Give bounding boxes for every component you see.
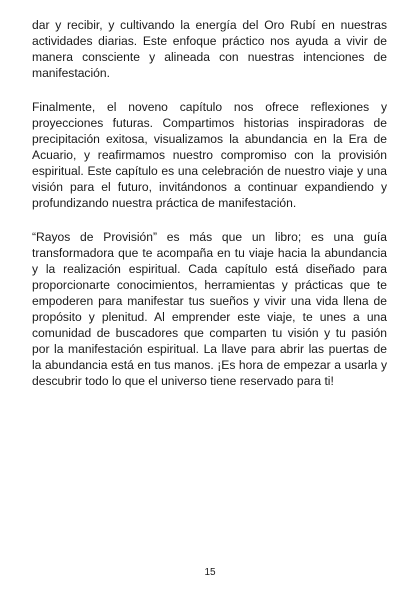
page-number: 15	[204, 567, 216, 578]
paragraph-1: dar y recibir, y cultivando la energía del Oro Rubí en nuestras actividades diarias. Este enfoque práctico nos ayuda a vivir de manera consciente y alineada con nuestras intenciones de manifestación.	[32, 18, 387, 80]
body-text	[32, 17, 387, 407]
paragraph-2: Finalmente, el noveno capítulo nos ofrece reflexiones y proyecciones futuras. Compartimos historias inspiradoras de precipitación exitosa, visualizamos la abundancia en la Era de Acuario, y reafirmamos nuestro compromiso con la provisión espiritual. Este capítulo es una celebración de nuestro viaje y una visión para el futuro, invitándonos a continuar expandiendo y profundizando nuestra práctica de manifestación.	[32, 100, 387, 210]
paragraph-3: “Rayos de Provisión” es más que un libro; es una guía transformadora que te acompaña en tu viaje hacia la abundancia y la realización espiritual. Cada capítulo está diseñado para proporcionarte conocimientos, herramientas y prácticas que te empoderen para manifestar tus sueños y vivir una vida llena de propósito y plenitud. Al emprender este viaje, te unes a una comunidad de buscadores que comparten tu visión y tu pasión por la manifestación espiritual. La llave para abrir las puertas de la abundancia está en tus manos. ¡Es hora de empezar a usarla y descubrir todo lo que el universo tiene reservado para ti!	[32, 230, 387, 388]
